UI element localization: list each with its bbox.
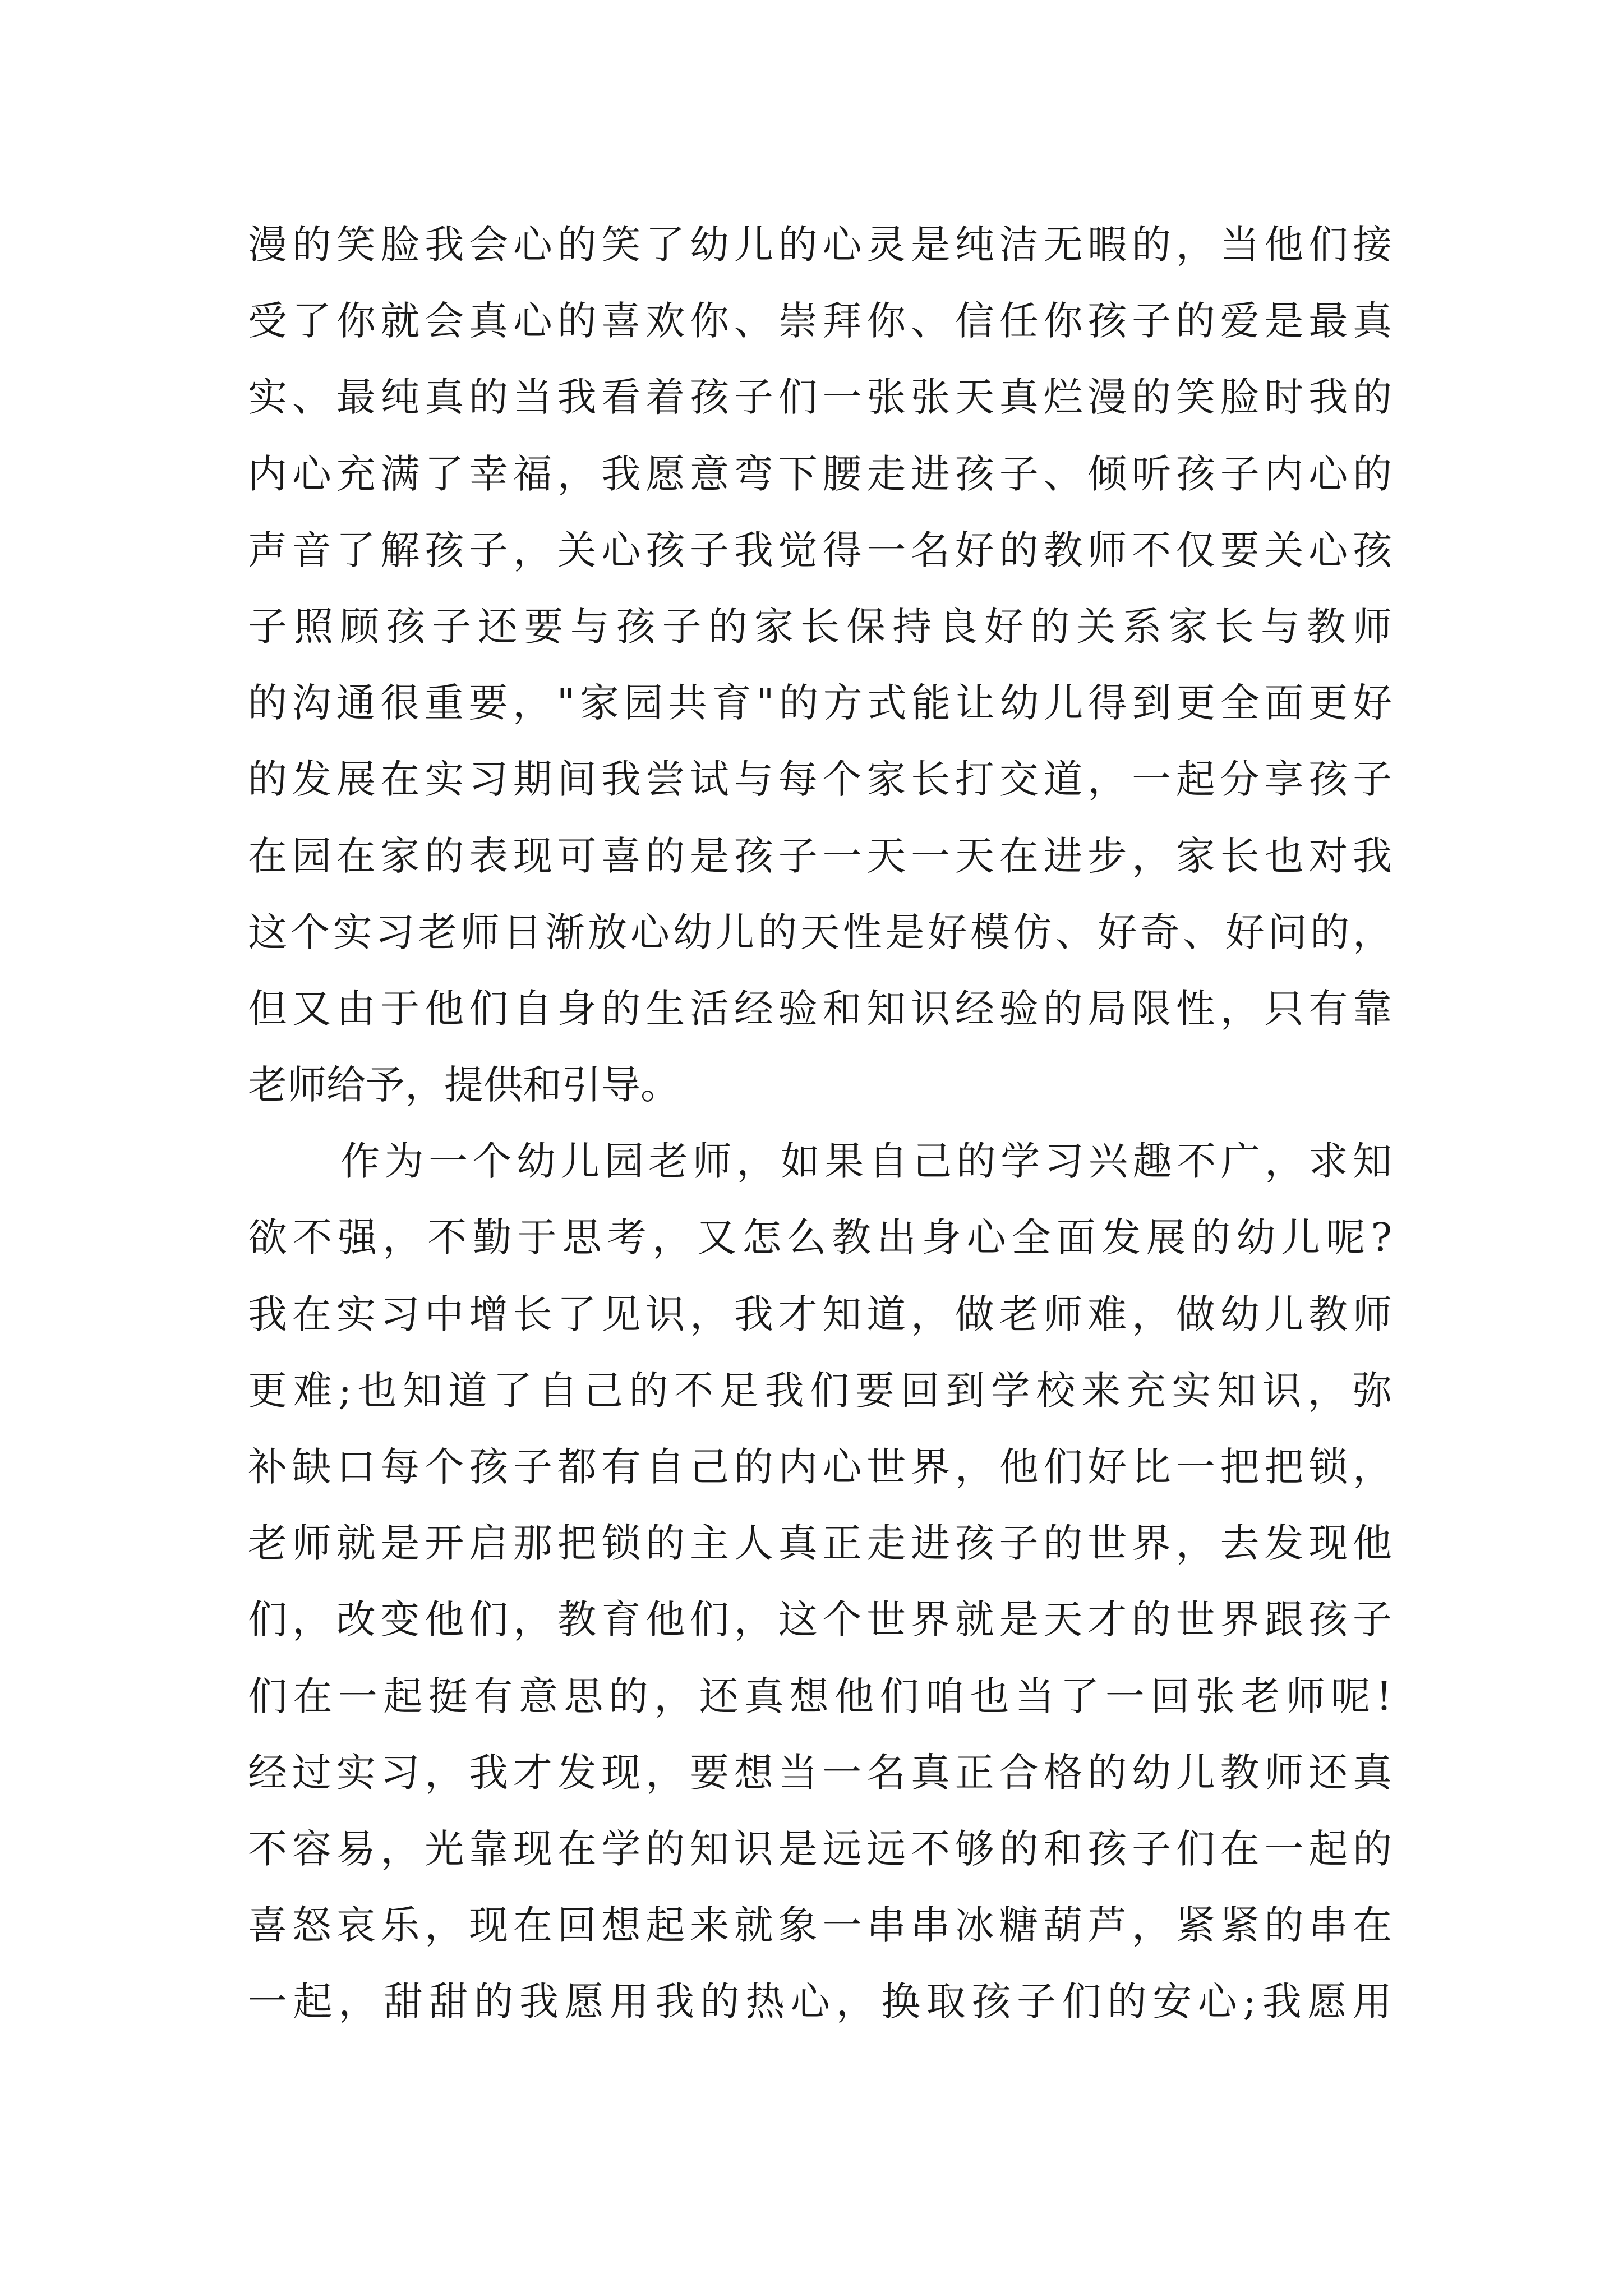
text-line: 们在一起挺有意思的，还真想他们咱也当了一回张老师呢! (248, 1673, 1392, 1719)
text-line: 老师给予，提供和引导。 (248, 1062, 680, 1108)
text-line: 补缺口每个孩子都有自己的内心世界，他们好比一把把锁， (248, 1444, 1392, 1490)
text-line: 老师就是开启那把锁的主人真正走进孩子的世界，去发现他 (248, 1520, 1392, 1567)
text-line: 们，改变他们，教育他们，这个世界就是天才的世界跟孩子 (248, 1596, 1392, 1643)
text-line: 更难;也知道了自己的不足我们要回到学校来充实知识，弥 (248, 1367, 1392, 1414)
text-line: 我在实习中增长了见识，我才知道，做老师难，做幼儿教师 (248, 1291, 1392, 1337)
text-line: 但又由于他们自身的生活经验和知识经验的局限性，只有靠 (248, 985, 1392, 1032)
text-line: 在园在家的表现可喜的是孩子一天一天在进步，家长也对我 (248, 832, 1392, 879)
text-line: 这个实习老师日渐放心幼儿的天性是好模仿、好奇、好问的， (248, 909, 1392, 955)
text-line: 喜怒哀乐，现在回想起来就象一串串冰糖葫芦，紧紧的串在 (248, 1902, 1392, 1949)
text-line: 的沟通很重要，"家园共育"的方式能让幼儿得到更全面更好 (248, 680, 1392, 726)
text-line: 一起，甜甜的我愿用我的热心，换取孩子们的安心;我愿用 (248, 1978, 1392, 2025)
text-line: 经过实习，我才发现，要想当一名真正合格的幼儿教师还真 (248, 1749, 1392, 1796)
paragraph-1 (248, 206, 1392, 1123)
paragraph-2 (248, 1123, 1392, 2040)
text-line: 的发展在实习期间我尝试与每个家长打交道，一起分享孩子 (248, 756, 1392, 803)
text-line: 内心充满了幸福，我愿意弯下腰走进孩子、倾听孩子内心的 (248, 450, 1392, 497)
document-body (248, 206, 1392, 2040)
text-line: 实、最纯真的当我看着孩子们一张张天真烂漫的笑脸时我的 (248, 374, 1392, 421)
text-line: 作为一个幼儿园老师，如果自己的学习兴趣不广，求知 (340, 1138, 1392, 1185)
text-line: 漫的笑脸我会心的笑了幼儿的心灵是纯洁无暇的，当他们接 (248, 222, 1392, 268)
text-line: 声音了解孩子，关心孩子我觉得一名好的教师不仅要关心孩 (248, 527, 1392, 573)
text-line: 不容易，光靠现在学的知识是远远不够的和孩子们在一起的 (248, 1825, 1392, 1872)
text-line: 受了你就会真心的喜欢你、崇拜你、信任你孩子的爱是最真 (248, 298, 1392, 344)
text-line: 欲不强，不勤于思考，又怎么教出身心全面发展的幼儿呢? (248, 1214, 1392, 1261)
text-line: 子照顾孩子还要与孩子的家长保持良好的关系家长与教师 (248, 603, 1392, 650)
